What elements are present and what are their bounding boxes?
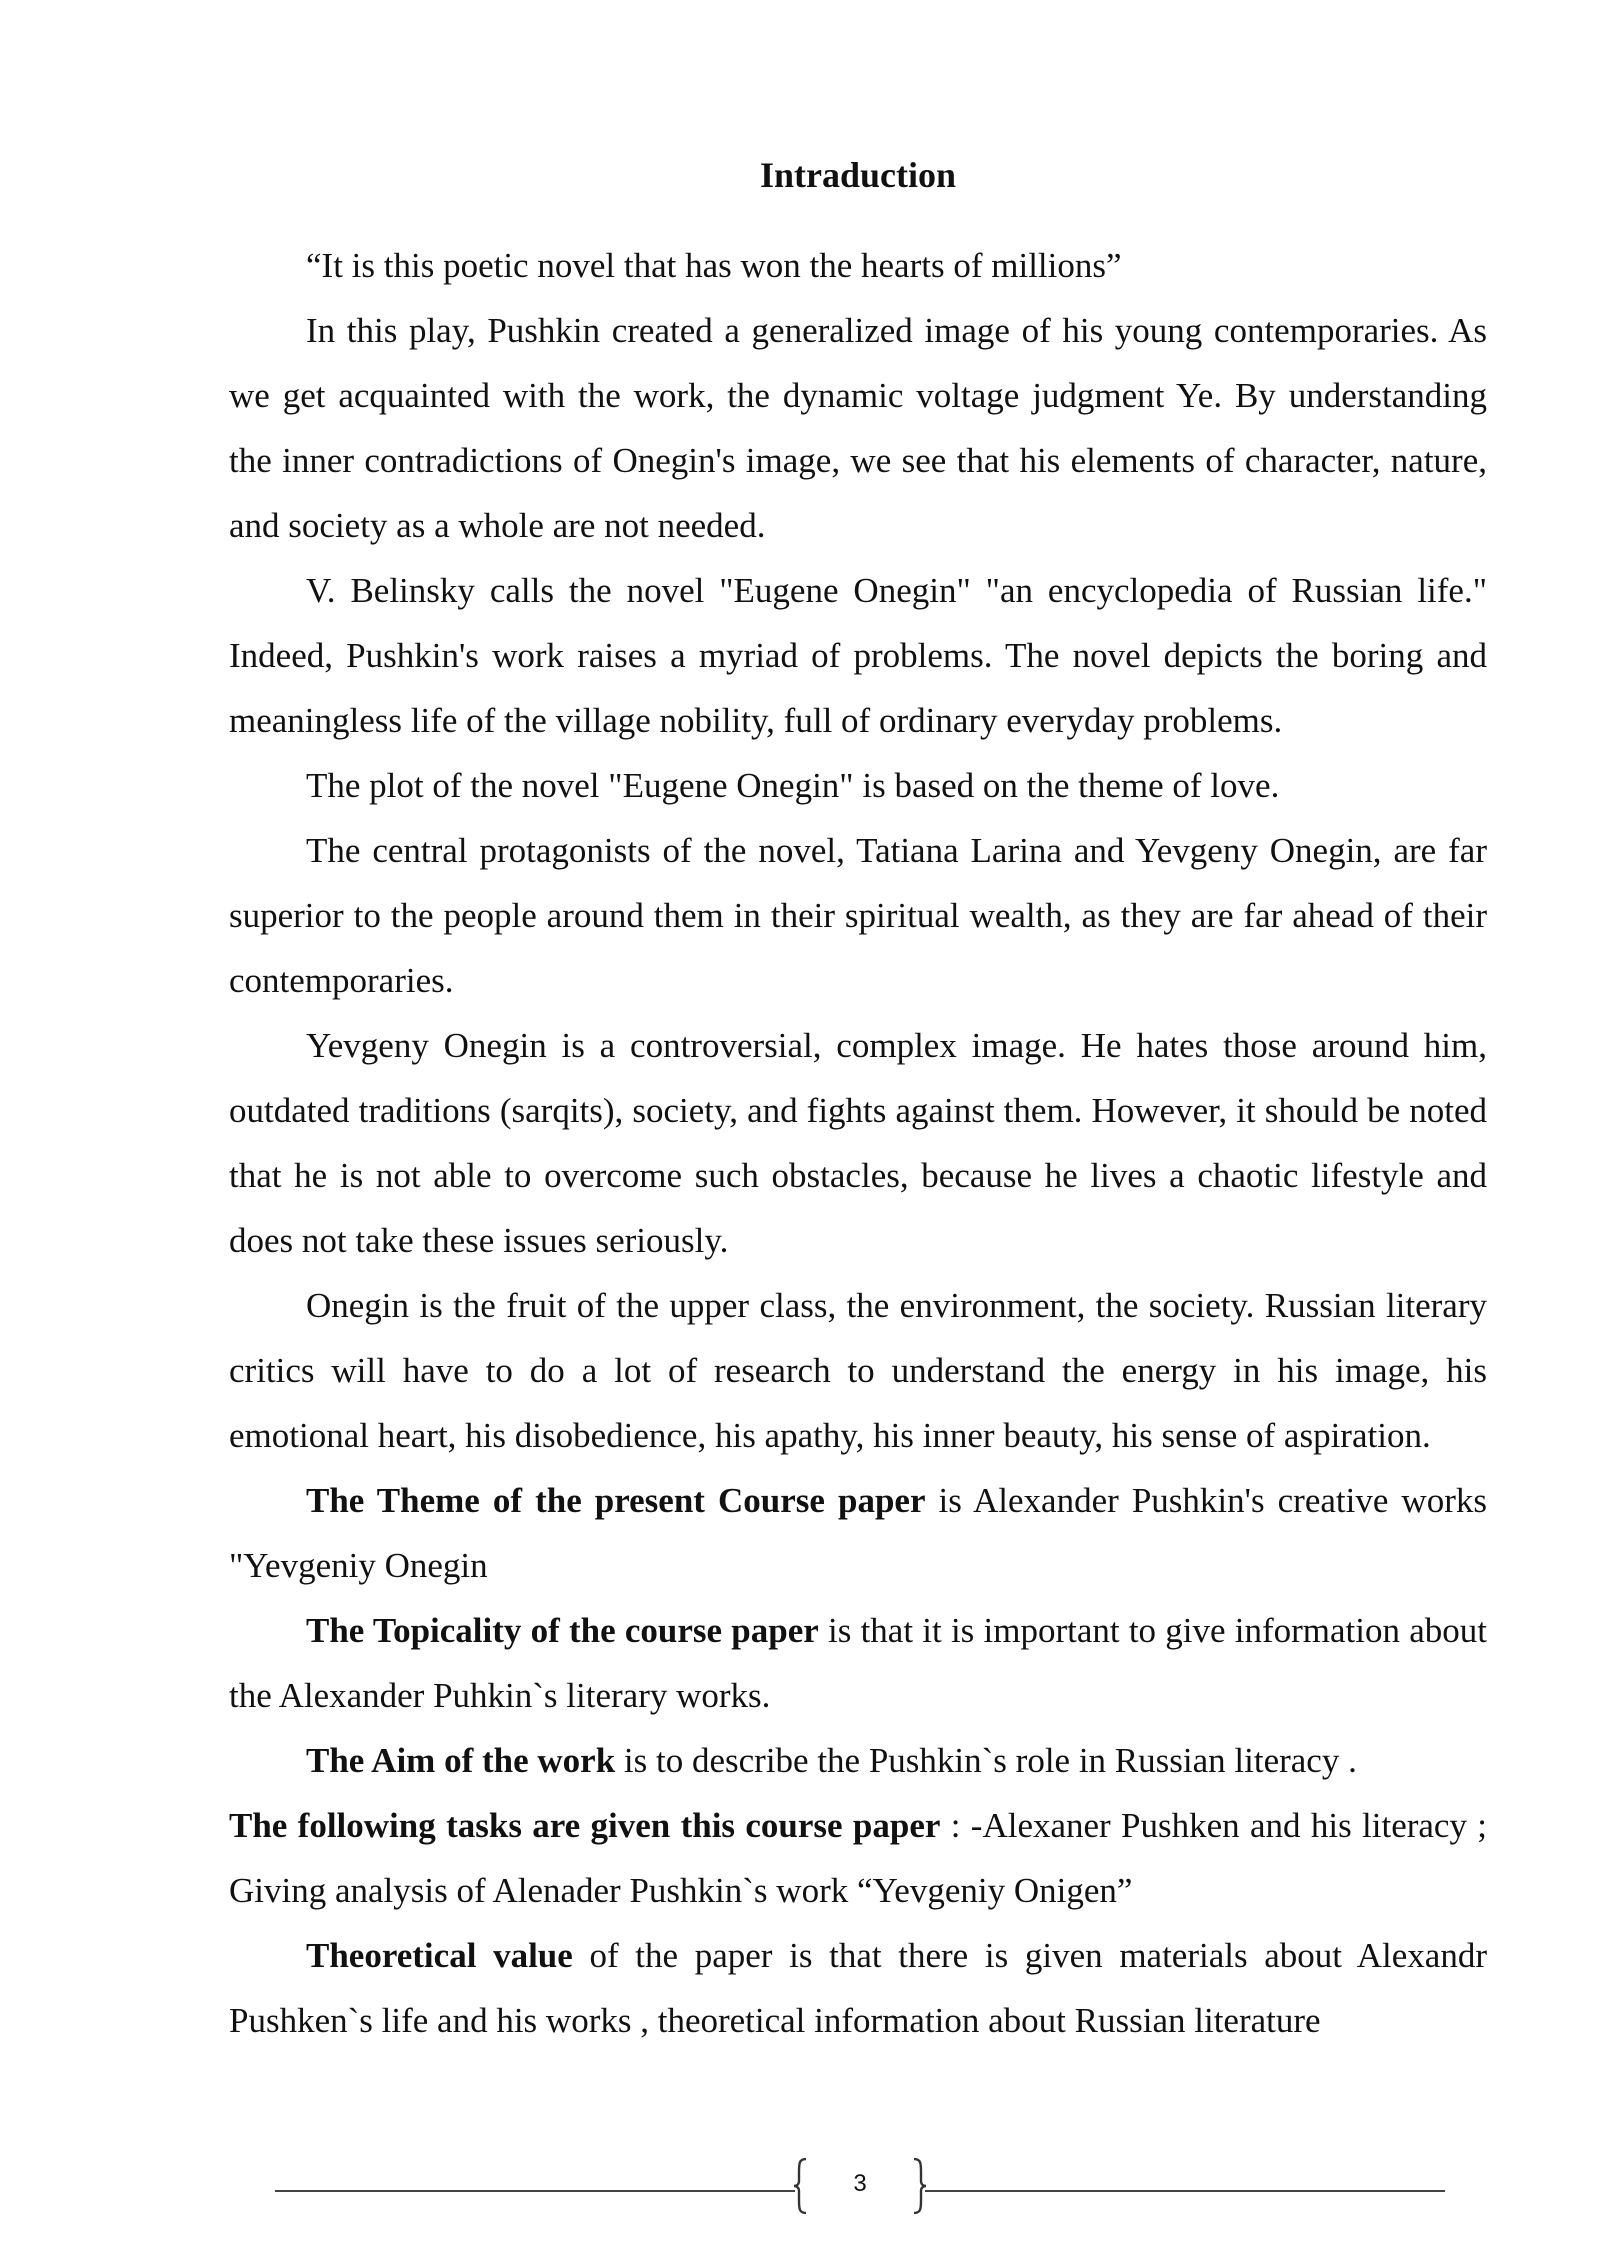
theme-text: is Alexander Pushkin's creative works "Yevgeniy Onegin bbox=[229, 1481, 1487, 1585]
footer-rule-left bbox=[275, 2190, 795, 2192]
topicality-text: is that it is important to give information about the Alexander Puhkin`s literary works. bbox=[229, 1611, 1487, 1715]
right-bracket-icon bbox=[911, 2158, 927, 2214]
paragraph-theme bbox=[229, 1468, 1487, 1598]
theoretical-text: of the paper is that there is given materials about Alexandr Pushken`s life and his works , theoretical information about Russian literature bbox=[229, 1936, 1487, 2040]
aim-text: is to describe the Pushkin`s role in Russian literacy . bbox=[615, 1741, 1357, 1780]
footer-rule-right bbox=[925, 2190, 1445, 2192]
paragraph-topicality bbox=[229, 1598, 1487, 1728]
theoretical-label: Theoretical value bbox=[306, 1936, 573, 1975]
left-bracket-icon bbox=[793, 2158, 809, 2214]
theme-label: The Theme of the present Course paper bbox=[306, 1481, 926, 1520]
aim-label: The Aim of the work bbox=[306, 1741, 616, 1780]
page-heading: Intraduction bbox=[759, 155, 957, 195]
paragraph-upper-class: Onegin is the fruit of the upper class, the environment, the society. Russian literary critics will have to do a lot of research to understand the energy in his image, his emotional heart, his disobedience, his apathy, his inner beauty, his sense of aspiration. bbox=[229, 1286, 1487, 1455]
tasks-label: The following tasks are given this course paper bbox=[229, 1806, 941, 1845]
paragraph-plot: The plot of the novel "Eugene Onegin" is based on the theme of love. bbox=[306, 766, 1280, 805]
page-number: 3 bbox=[853, 2170, 867, 2197]
tasks-text: : -Alexaner Pushken and his literacy ; Giving analysis of Alenader Pushkin`s work “Yevgeniy Onigen” bbox=[229, 1806, 1488, 1910]
paragraph-aim bbox=[229, 1728, 1487, 1793]
paragraph-pushkin-image: In this play, Pushkin created a generalized image of his young contemporaries. As we get acquainted with the work, the dynamic voltage judgment Ye. By understanding the inner contradictions of Onegin's image, we see that his elements of character, nature, and society as a whole are not needed. bbox=[229, 311, 1487, 545]
paragraph-tasks bbox=[229, 1793, 1487, 1923]
paragraph-onegin-image: Yevgeny Onegin is a controversial, complex image. He hates those around him, outdated traditions (sarqits), society, and fights against them. However, it should be noted that he is not able to overcome such obstacles, because he lives a chaotic lifestyle and does not take these issues seriously. bbox=[229, 1026, 1487, 1260]
page-body bbox=[229, 143, 1487, 2053]
paragraph-epigraph: “It is this poetic novel that has won the hearts of millions” bbox=[306, 246, 1122, 285]
paragraph-protagonists: The central protagonists of the novel, Tatiana Larina and Yevgeny Onegin, are far superior to the people around them in their spiritual wealth, as they are far ahead of their contemporaries. bbox=[229, 831, 1487, 1000]
page-footer bbox=[275, 2150, 1445, 2220]
paragraph-belinsky: V. Belinsky calls the novel "Eugene Onegin" "an encyclopedia of Russian life." Indeed, Pushkin's work raises a myriad of problems. The novel depicts the boring and meaningless life of the village nobility, full of ordinary everyday problems. bbox=[229, 571, 1487, 740]
paragraph-theoretical-value bbox=[229, 1923, 1487, 2053]
topicality-label: The Topicality of the course paper bbox=[306, 1611, 819, 1650]
